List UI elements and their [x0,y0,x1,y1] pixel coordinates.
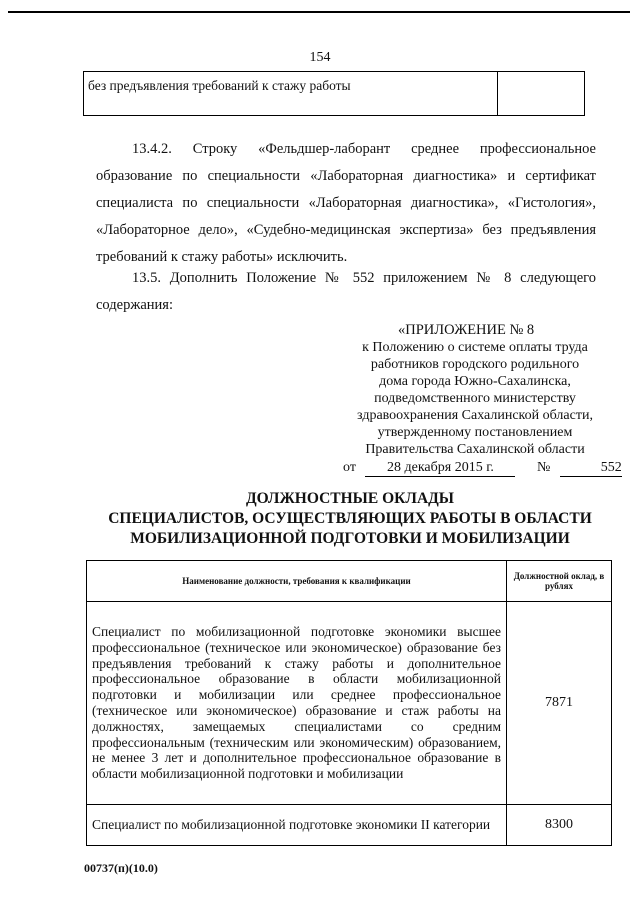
heading-line: СПЕЦИАЛИСТОВ, ОСУЩЕСТВЛЯЮЩИХ РАБОТЫ В ОБЛАСТИ [108,510,592,527]
annex-header [330,322,620,458]
annex-line: к Положению о системе оплаты труда [362,340,588,355]
table-row [87,805,612,846]
annex-line: утвержденному постановлением [377,425,573,440]
salary-table [86,560,612,846]
top-rule [8,11,630,13]
text-line: требований к стажу работы» исключить. [96,249,348,265]
position-cell: Специалист по мобилизационной подготовке экономики II категории [87,805,507,846]
column-header-salary: Должностной оклад, в рублях [507,561,612,602]
text-line: «Лабораторное дело», «Судебно-медицинская экспертиза» без предъявления [96,222,596,238]
heading-line: МОБИЛИЗАЦИОННОЙ ПОДГОТОВКИ И МОБИЛИЗАЦИИ [130,530,570,547]
table-header-row [87,561,612,602]
document-heading [90,489,610,549]
previous-table-fragment [83,71,585,116]
paragraph-13-4-2 [96,136,596,271]
salary-cell: 8300 [507,805,612,846]
annex-line: подведомственного министерству [374,391,576,406]
annex-number: 552 [560,460,622,477]
footer-code: 00737(п)(10.0) [84,861,158,875]
text-line: 13.4.2. Строку «Фельдшер-лаборант среднее профессиональное [132,141,596,157]
text-line: образование по специальности «Лабораторная диагностика» и сертификат [96,168,596,184]
annex-line: Правительства Сахалинской области [365,442,585,457]
annex-line: работников городского родильного [370,357,580,372]
annex-date-line [343,460,622,477]
column-header-position: Наименование должности, требования к квалификации [87,561,507,602]
position-cell: Специалист по мобилизационной подготовке экономики высшее профессиональное (техническое или экономическое) образование без предъявления требований к стажу работы и дополнительное профессиональное образование в области мобилизационной подготовки и мобилизации или среднее профессиональное (техническое или экономическое) образование и стаж работы на должностях, замещаемых специалистами со средним профессиональным (техническим или экономическим) образованием, не менее 3 лет и дополнительное профессиональное образование в области мобилизационной подготовки и мобилизации [87,602,507,805]
table-row [87,602,612,805]
text-line: 13.5. Дополнить Положение № 552 приложением № 8 следующего [132,270,596,286]
page-number: 154 [309,50,331,65]
number-prefix: № [536,460,551,475]
date-prefix: от [343,460,356,475]
salary-cell: 7871 [507,602,612,805]
text-line: специалиста по специальности «Лабораторная диагностика», «Гистология», [96,195,596,211]
annex-date: 28 декабря 2015 г. [365,460,515,477]
annex-line: дома города Южно-Сахалинска, [379,374,571,389]
annex-title: «ПРИЛОЖЕНИЕ № 8 [398,322,535,338]
paragraph-13-5 [96,265,596,319]
heading-line: ДОЛЖНОСТНЫЕ ОКЛАДЫ [245,490,455,507]
text-line: содержания: [96,297,174,313]
previous-table-cell: без предъявления требований к стажу работы [84,72,498,115]
annex-line: здравоохранения Сахалинской области, [357,408,593,423]
